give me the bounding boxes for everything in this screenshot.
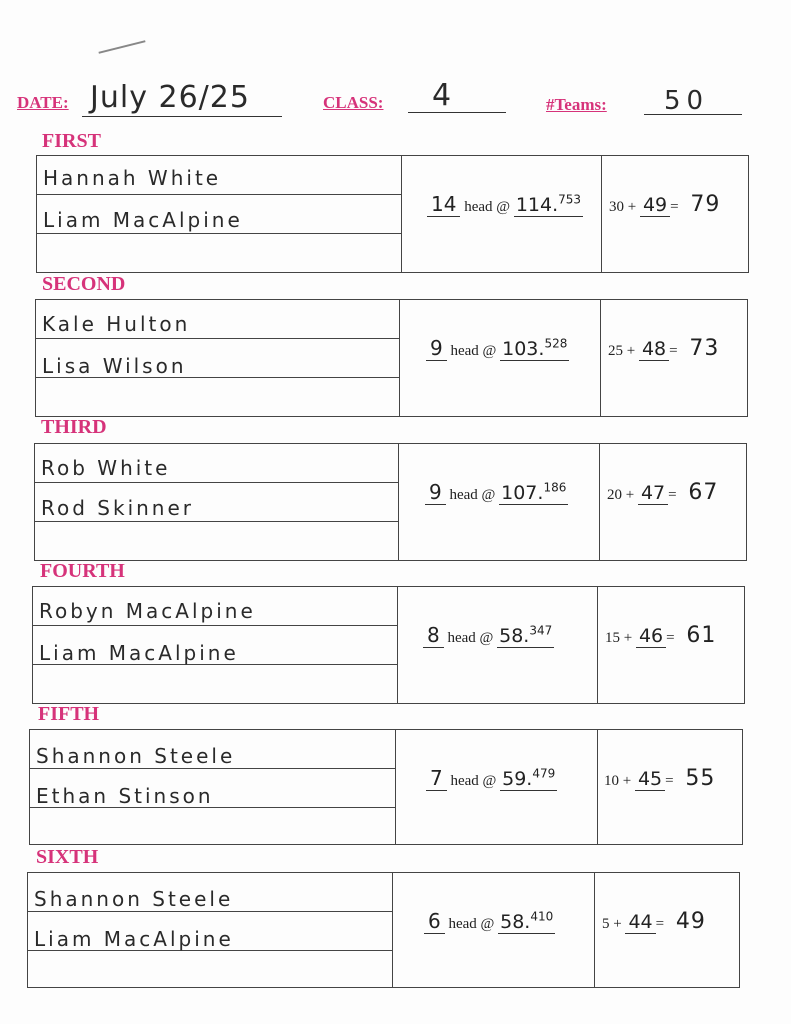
stray-pen-mark: [98, 40, 145, 54]
names-column: [28, 873, 393, 987]
points-calc: 10 + 45 = 55: [604, 766, 716, 791]
points-calc: 25 + 48 = 73: [608, 336, 720, 361]
head-label: head @: [450, 773, 497, 789]
head-time-value: 114.$^{753}$: [515, 192, 582, 216]
placing-box: [36, 155, 749, 273]
points-column: [599, 444, 600, 560]
head-time: [427, 192, 583, 216]
place-title: FIRST: [42, 130, 101, 152]
names-column: [36, 300, 400, 416]
names-column: [35, 444, 399, 560]
partner-name-2: Liam MacAlpine: [34, 927, 234, 951]
head-time: [425, 480, 568, 504]
partner-name-1: Hannah White: [43, 166, 222, 190]
head-time-value: 107.$^{186}$: [501, 480, 567, 504]
head-count: 7: [426, 766, 447, 791]
head-time: [423, 623, 554, 647]
partner-name-1: Kale Hulton: [42, 312, 191, 336]
head-time: [426, 766, 557, 790]
total-points: 79: [690, 192, 721, 217]
base-points: 5: [602, 916, 610, 932]
placing-box: [29, 729, 743, 845]
partner-name-1: Rob White: [41, 456, 171, 480]
date-label: DATE:: [17, 93, 69, 112]
head-count: 14: [427, 192, 460, 217]
base-points: 25: [608, 343, 623, 359]
placing-box: [34, 443, 747, 561]
add-points: 46: [636, 625, 666, 648]
head-label: head @: [448, 916, 495, 932]
place-title: FOURTH: [40, 560, 125, 582]
teams-label: #Teams:: [546, 95, 607, 114]
placing-box: [35, 299, 748, 417]
names-column: [30, 730, 396, 844]
head-time-value: 59.$^{479}$: [502, 766, 556, 790]
total-points: 67: [688, 480, 719, 505]
points-calc: 30 + 49 = 79: [609, 192, 721, 217]
points-column: [600, 300, 601, 416]
head-label: head @: [464, 199, 511, 215]
head-time-value: 103.$^{528}$: [502, 336, 568, 360]
teams-underline: [644, 114, 742, 115]
head-time: [426, 336, 569, 360]
head-label: head @: [450, 343, 497, 359]
partner-name-2: Ethan Stinson: [36, 784, 214, 808]
class-value: 4: [432, 78, 454, 113]
teams-value: 50: [664, 86, 710, 116]
total-points: 61: [686, 623, 717, 648]
placing-box: [32, 586, 745, 704]
base-points: 30: [609, 199, 624, 215]
partner-name-2: Liam MacAlpine: [43, 208, 243, 232]
head-count: 8: [423, 623, 444, 648]
head-time-value: 58.$^{410}$: [500, 909, 554, 933]
head-time-value: 58.$^{347}$: [499, 623, 553, 647]
add-points: 45: [635, 768, 665, 791]
add-points: 49: [640, 194, 670, 217]
place-title: THIRD: [41, 416, 107, 438]
total-points: 73: [689, 336, 720, 361]
total-points: 49: [675, 909, 706, 934]
base-points: 15: [605, 630, 620, 646]
placing-box: [27, 872, 740, 988]
names-column: [33, 587, 398, 703]
names-column: [37, 156, 402, 272]
total-points: 55: [685, 766, 716, 791]
points-calc: 5 + 44 = 49: [602, 909, 706, 934]
date-value: July 26/25: [90, 80, 250, 115]
base-points: 10: [604, 773, 619, 789]
head-time: [424, 909, 555, 933]
add-points: 44: [625, 911, 655, 934]
points-column: [597, 730, 598, 844]
points-calc: 15 + 46 = 61: [605, 623, 717, 648]
partner-name-2: Liam MacAlpine: [39, 641, 239, 665]
add-points: 47: [638, 482, 668, 505]
date-underline: [82, 116, 282, 117]
class-underline: [408, 112, 506, 113]
points-calc: 20 + 47 = 67: [607, 480, 719, 505]
partner-name-1: Robyn MacAlpine: [39, 599, 256, 623]
points-column: [594, 873, 595, 987]
points-column: [597, 587, 598, 703]
add-points: 48: [639, 338, 669, 361]
partner-name-2: Rod Skinner: [41, 496, 194, 520]
base-points: 20: [607, 487, 622, 503]
partner-name-1: Shannon Steele: [36, 744, 236, 768]
partner-name-1: Shannon Steele: [34, 887, 234, 911]
partner-name-2: Lisa Wilson: [42, 354, 187, 378]
place-title: SIXTH: [36, 846, 99, 868]
head-count: 9: [426, 336, 447, 361]
place-title: SECOND: [42, 273, 126, 295]
points-column: [601, 156, 602, 272]
head-count: 6: [424, 909, 445, 934]
head-label: head @: [447, 630, 494, 646]
head-count: 9: [425, 480, 446, 505]
place-title: FIFTH: [38, 703, 100, 725]
head-label: head @: [449, 487, 496, 503]
class-label: CLASS:: [323, 93, 384, 112]
